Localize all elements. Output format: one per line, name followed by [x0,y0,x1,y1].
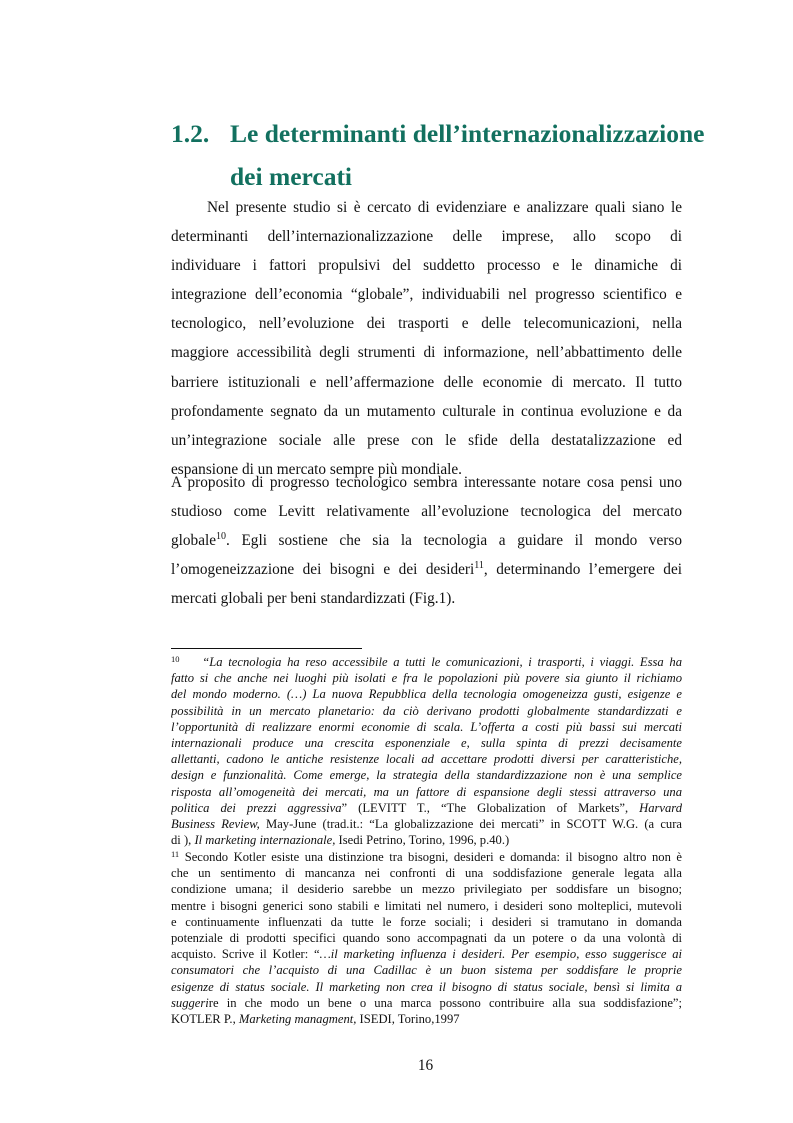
text-fragment: Business Review, [171,816,260,831]
text-fragment: acquisto. Scrive il Kotler: “ [171,947,320,962]
text-line [171,526,682,555]
footnote-line: l’opportunità di realizzare enormi economie di scala. L’offerta a costi più bassi sui mercati [171,719,682,734]
paragraph-2 [171,468,682,613]
text-line: determinanti dell’internazionalizzazione delle imprese, allo scopo di [171,228,682,246]
footnote-line [171,946,682,962]
section-title-line-1: Le determinanti dell’internazionalizzazione [230,119,705,148]
text-fragment: Secondo Kotler esiste una distinzione tra bisogni, desideri e domanda: il bisogno altro non è [179,850,682,864]
footnote-line: mentre i bisogni generici sono stabili e limitati nel numero, i desideri sono molteplici, mutevoli [171,898,682,913]
text-fragment: …il marketing influenza i desideri. Per esempio, esso suggerisce ai [319,947,682,962]
footnote-line: esigenze di status sociale. Il marketing non crea il bisogno di status sociale, bensì si limita a [171,979,682,994]
footnote-line [171,995,682,1011]
text-fragment: May-June (trad.it.: “La globalizzazione dei mercati” in SCOTT W.G. (a cura [259,816,682,831]
footnote-line: risposta all’omogeneità dei mercati, ma un fattore di espansione degli stessi attraverso una [171,784,682,799]
text-line: profondamente segnato da un mutamento culturale in continua evoluzione e da [171,402,682,420]
text-line: mercati globali per beni standardizzati (Fig.1). [171,590,456,608]
text-line: tecnologico, nell’evoluzione dei trasporti e delle telecomunicazioni, nella [171,315,682,333]
text-line: espansione di un mercato sempre più mondiale. [171,460,462,478]
footnote-line: possibilità in un mercato planetario: da ciò derivano prodotti globalmente standardizzati e [171,703,682,718]
footnote-line [171,1011,682,1027]
footnote-separator [171,648,362,649]
footnote-11 [171,849,682,1027]
text-fragment: suggeri [171,995,209,1010]
footnote-line: allettanti, cadono le antiche resistenze locali ad accettare prodotti diversi per caratteristiche, [171,752,682,767]
footnote-line: che un sentimento di mancanza nei confronti di una soddisfazione generale legata alla [171,866,682,881]
footnote-line [171,800,682,816]
page-number: 16 [417,1057,434,1074]
footnote-line: internazionali produce una crescita esponenziale e, sulla spinta di prezzi decisamente [171,735,682,750]
text-fragment: Il marketing internazionale, [194,833,336,848]
section-title-line-2: dei mercati [230,162,353,191]
text-fragment: politica dei prezzi aggressiva [171,800,342,815]
text-line: maggiore accessibilità degli strumenti di informazione, nell’abbattimento delle [171,344,682,362]
text-fragment: . Egli sostiene che sia la tecnologia a guidare il mondo verso [226,532,682,550]
text-fragment: Harvard [639,800,682,815]
text-fragment: , determinando l’emergere dei [483,561,682,579]
footnote-number: 10 [171,654,180,664]
footnote-line: design e funzionalità. Come emerge, la strategia della standardizzazione non è una semplice [171,768,682,783]
footnote-line [171,816,682,832]
text-line [171,555,682,584]
text-fragment: l’omogeneizzazione dei bisogni e dei desideri [171,561,475,579]
paragraph-1 [171,193,682,484]
footnote-line: fatto si che anche nei luoghi più isolati e fra le popolazioni più povere sia giunto il richiamo [171,671,682,686]
footnote-line [171,654,682,670]
section-number: 1.2. [171,119,210,148]
footnote-line: consumatori che l’acquisto di una Cadillac è un buon sistema per soddisfare le proprie [171,963,682,978]
footnote-line: potenziale di prodotti specifici quando sono accompagnati da un potere o da una volontà di [171,930,682,945]
text-line: individuare i fattori propulsivi del suddetto processo e le dinamiche di [171,257,682,275]
text-line: barriere istituzionali e nell’affermazione delle economie di mercato. Il tutto [171,373,682,391]
text-line: studioso come Levitt relativamente all’evoluzione tecnologica del mercato [171,503,682,521]
footnote-line [171,849,682,865]
text-fragment: Marketing managment, [238,1011,357,1026]
footnote-number: 11 [171,849,180,859]
footnote-line: del mondo moderno. (…) La nuova Repubblica della tecnologia omogeneizza gusti, esigenze e [171,687,682,702]
text-fragment: ISEDI, Torino,1997 [356,1011,460,1026]
text-line: integrazione dell’economia “globale”, individuabili nel progresso scientifico e [171,286,682,304]
text-line: A proposito di progresso tecnologico sembra interessante notare cosa pensi uno [171,474,682,491]
text-fragment: globale [171,532,217,550]
footnote-line: e continuamente influenzati da tutte le forze sociali; i desideri si tramutano in domanda [171,914,682,929]
footnote-10 [171,654,682,848]
text-fragment: ” (LEVITT T., “The Globalization of Markets”, [341,800,640,815]
footnote-ref-11[interactable]: 11 [474,560,484,572]
text-fragment: di ), [171,833,195,848]
text-fragment: KOTLER P., [171,1011,239,1026]
text-line: Nel presente studio si è cercato di evidenziare e analizzare quali siano le [207,199,682,216]
text-fragment: “La tecnologia ha reso accessibile a tutti le comunicazioni, i trasporti, i viaggi. Essa ha [202,655,682,669]
footnote-line [171,832,682,848]
footnote-line: condizione umana; il desiderio sarebbe un mezzo privilegiato per soddisfare un bisogno; [171,882,682,897]
text-fragment: Isedi Petrino, Torino, 1996, p.40.) [335,833,510,848]
text-line: un’integrazione sociale alle prese con le sfide della destatalizzazione ed [171,431,682,449]
text-fragment: re in che modo un bene o una marca possono contribuire alla sua soddisfazione”; [208,995,682,1010]
footnote-ref-10[interactable]: 10 [216,531,227,543]
